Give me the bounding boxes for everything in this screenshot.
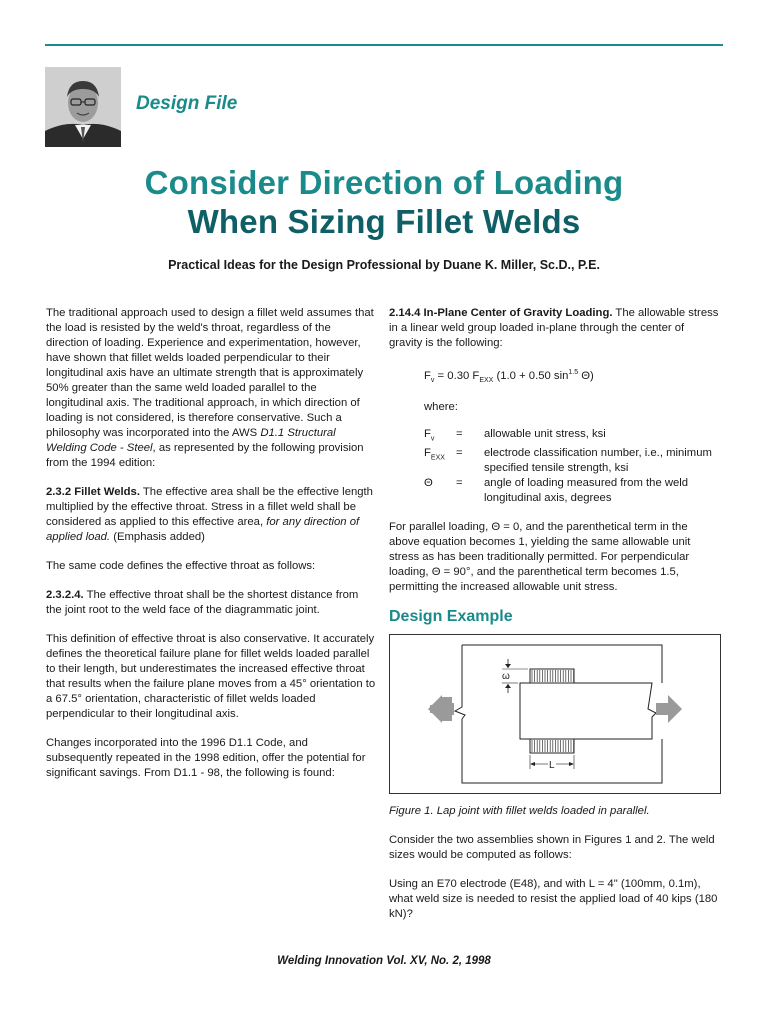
left-column	[46, 306, 376, 795]
variable-equals: =	[456, 447, 463, 460]
paragraph: This definition of effective throat is also conservative. It accurately defines the theoretical failure plane for fillet welds loaded parallel to their length, but underestimates the increased effective throat that results when the failure plane moves from a 45° orientation to a 67.5° orientation, characteristic of fillet welds loaded perpendicular to their longitudinal axis.	[46, 633, 376, 720]
eq-text: F	[424, 369, 431, 382]
paragraph	[389, 306, 719, 351]
subtitle: Practical Ideas for the Design Professional by Duane K. Miller, Sc.D., P.E.	[168, 258, 600, 272]
provision-heading: 2.3.2 Fillet Welds.	[46, 486, 140, 498]
paragraph: The same code defines the effective throat as follows:	[46, 560, 316, 572]
weld-bottom	[530, 739, 574, 753]
paragraph: Using an E70 electrode (E48), and with L = 4" (100mm, 0.1m), what weld size is needed to resist the applied load of 40 kips (180 kN)?	[389, 878, 718, 921]
where-label: where:	[424, 401, 458, 414]
length-label: L	[549, 760, 555, 772]
variable-equals: =	[456, 428, 463, 441]
variable-description: electrode classification number, i.e., minimum specified tensile strength, ksi	[484, 447, 712, 475]
provision-heading: 2.14.4 In-Plane Center of Gravity Loading.	[389, 307, 613, 319]
variable-symbol: $F_{EXX}$	[424, 447, 445, 462]
variable-symbol: Θ	[424, 477, 433, 490]
headline-line-1: Consider Direction of Loading	[144, 164, 624, 201]
author-photo	[45, 67, 121, 147]
variable-row	[424, 446, 719, 476]
text: The allowable stress in a linear weld group loaded in-plane through the center of gravity is the following:	[389, 307, 719, 349]
right-column	[389, 306, 719, 936]
eq-sub: v	[430, 377, 435, 385]
weld-top	[530, 669, 574, 683]
paragraph	[46, 588, 376, 618]
eq-sup: 1.5	[568, 369, 579, 376]
section-heading: Design Example	[389, 608, 513, 626]
top-rule	[45, 44, 723, 46]
variable-symbol: $F_v$	[424, 428, 435, 443]
lap-joint-diagram	[390, 635, 720, 793]
eq-sub: EXX	[479, 377, 494, 385]
paragraph: For parallel loading, Θ = 0, and the parenthetical term in the above equation becomes 1, yielding the same allowable unit stress as has been traditionally permitted. For perpendicular loading, Θ = 90°, and the parenthetical term becomes 1.5, permitting the increased allowable unit stress.	[389, 521, 691, 594]
emphasis-text: for any direction of applied load.	[46, 516, 360, 543]
equation	[424, 365, 719, 388]
eq-text: Θ)	[578, 369, 594, 382]
variable-description: angle of loading measured from the weld longitudinal axis, degrees	[484, 477, 689, 505]
kicker: Design File	[136, 93, 238, 114]
figure-caption: Figure 1. Lap joint with fillet welds loaded in parallel.	[389, 805, 650, 818]
text: , as represented by the following provision from the 1994 edition:	[46, 442, 364, 469]
variable-row	[424, 476, 719, 506]
variable-equals: =	[456, 477, 463, 490]
paragraph: Consider the two assemblies shown in Figures 1 and 2. The weld sizes would be computed as follows:	[389, 834, 715, 862]
provision-heading: 2.3.2.4.	[46, 589, 84, 601]
paragraph	[46, 485, 376, 545]
footer: Welding Innovation Vol. XV, No. 2, 1998	[277, 955, 491, 967]
headline-line-2: When Sizing Fillet Welds	[187, 203, 581, 240]
text: The traditional approach used to design a fillet weld assumes that the load is resisted by the weld's throat, regardless of the direction of loading. Experience and experimentation, however, have shown that fillet welds loaded perpendicular to their longitudinal axis have an ultimate strength that is approximately 50% greater than the same weld loaded parallel to the longitudinal axis. The traditional approach, in which direction of loading is not considered, is therefore conservative. Such a philosophy was incorporated into the AWS	[46, 307, 374, 439]
variable-row	[424, 427, 719, 446]
text: The effective area shall be the effective length multiplied by the effective throat. Stress in a fillet weld shall be considered as applied to this effective area,	[46, 486, 373, 528]
code-title: D1.1 Structural Welding Code - Steel	[46, 427, 336, 454]
variable-description: allowable unit stress, ksi	[484, 428, 606, 441]
figure-lap-joint	[389, 634, 721, 794]
text: The effective throat shall be the shortest distance from the joint root to the weld face of the diagrammatic joint.	[46, 589, 359, 616]
eq-text: (1.0 + 0.50 sin	[493, 369, 569, 382]
headline	[45, 163, 723, 241]
text: (Emphasis added)	[110, 531, 205, 543]
variable-list	[389, 427, 719, 506]
load-arrow-right	[668, 695, 682, 723]
throat-label: ω	[502, 671, 510, 683]
paragraph	[46, 306, 376, 471]
paragraph: Changes incorporated into the 1996 D1.1 Code, and subsequently repeated in the 1998 edition, offer the potential for significant savings. From D1.1 - 98, the following is found:	[46, 737, 366, 779]
eq-text: = 0.30 F	[434, 369, 480, 382]
